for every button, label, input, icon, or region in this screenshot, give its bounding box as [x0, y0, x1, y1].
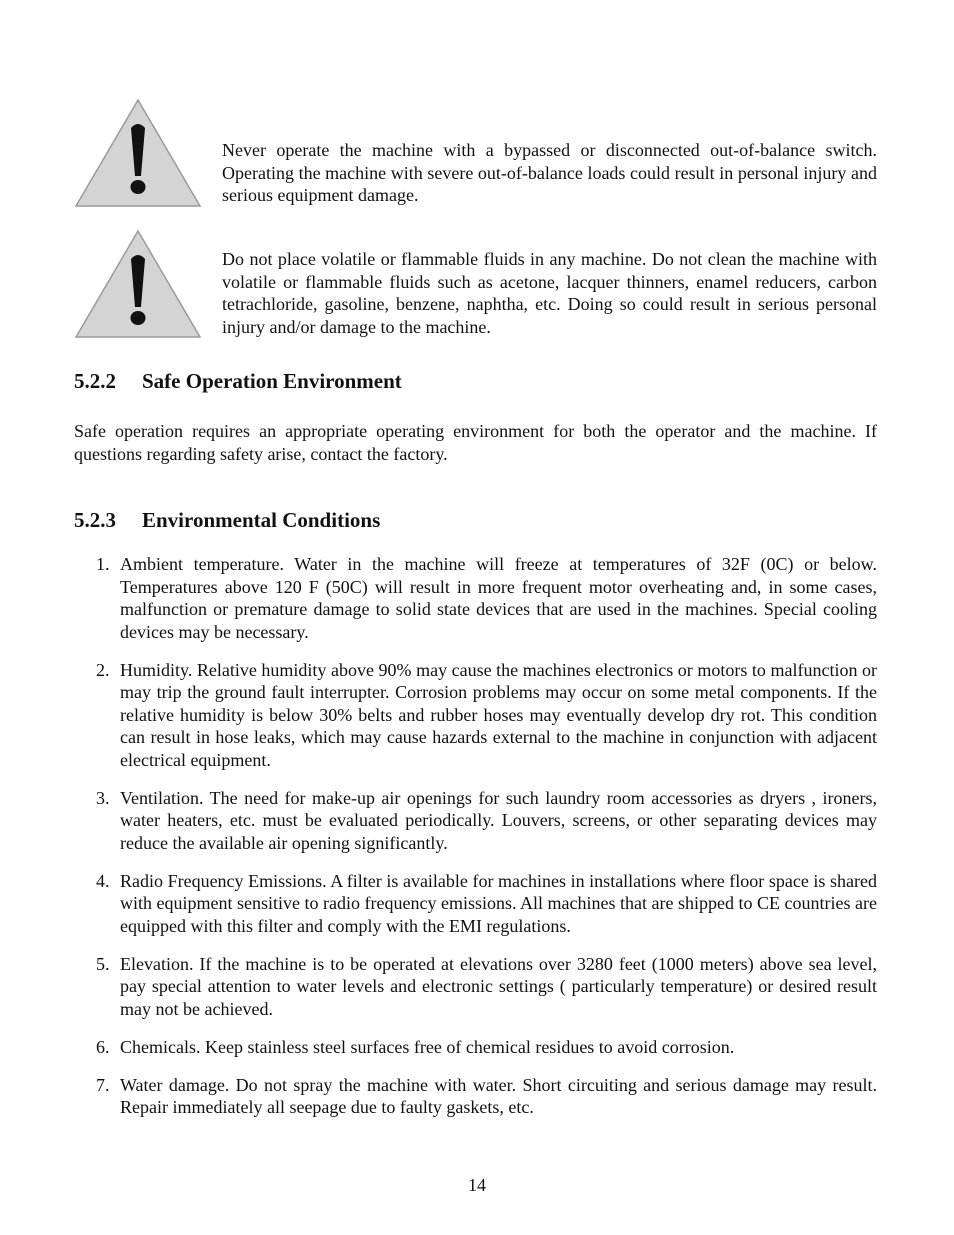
warning-exclamation-icon [74, 229, 202, 339]
list-item-text: Humidity. Relative humidity above 90% may cause the machines electronics or motors to malfunction or may trip the ground fault interrupter. Corrosion problems may occur on some metal components. If the relative humidity is below 30% belts and rubber hoses may eventually develop dry rot. This condition can result in hose leaks, which may cause hazards external to the machine in conjunction with adjacent electrical equipment. [120, 659, 877, 770]
list-item [74, 787, 877, 855]
list-item [74, 1036, 877, 1059]
list-item-text: Ventilation. The need for make-up air openings for such laundry room accessories as dryers , ironers, water heaters, etc. must be evaluated periodically. Louvers, screens, or other separating devices may reduce the available air opening significantly. [120, 787, 877, 853]
warning-text: Do not place volatile or flammable fluids in any machine. Do not clean the machine with volatile or flammable fluids such as acetone, lacquer thinners, enamel reducers, carbon tetrachloride, gasoline, benzene, naphtha, etc. Doing so could result in serious personal injury and/or damage to the machine. [222, 249, 877, 337]
list-item [74, 870, 877, 938]
list-item-text: Ambient temperature. Water in the machine will freeze at temperatures of 32F (0C) or below. Temperatures above 120 F (50C) will result in more frequent motor overheating and, in some cases, malfunction or premature damage to solid state devices that are used in the machines. Special cooling devices may be necessary. [120, 554, 877, 642]
warning-exclamation-icon [74, 98, 202, 208]
environmental-conditions-list [74, 553, 877, 1134]
list-item [74, 659, 877, 772]
section-number: 5.2.3 [74, 508, 116, 532]
list-item-text: Chemicals. Keep stainless steel surfaces free of chemical residues to avoid corrosion. [120, 1036, 735, 1057]
list-item-number: 4. [96, 870, 110, 891]
section-number: 5.2.2 [74, 369, 116, 393]
list-item-number: 1. [96, 554, 110, 574]
list-item-number: 3. [96, 787, 110, 808]
list-item-number: 7. [96, 1074, 110, 1095]
list-item-text: Elevation. If the machine is to be operated at elevations over 3280 feet (1000 meters) above sea level, pay special attention to water levels and electronic settings ( particularly temperature) or desired result may not be achieved. [120, 953, 877, 1019]
section-title: Safe Operation Environment [142, 369, 402, 393]
list-item [74, 1074, 877, 1119]
warning-text: Never operate the machine with a bypassed or disconnected out-of-balance switch. Operating the machine with severe out-of-balance loads could result in personal injury and serious equipment damage. [222, 140, 877, 205]
section-heading-environmental-conditions [74, 508, 380, 533]
list-item [74, 553, 877, 643]
list-item-text: Water damage. Do not spray the machine with water. Short circuiting and serious damage may result. Repair immediately all seepage due to faulty gaskets, etc. [120, 1074, 877, 1117]
list-item [74, 953, 877, 1021]
section-title: Environmental Conditions [142, 508, 381, 532]
list-item-number: 5. [96, 953, 110, 974]
list-item-number: 6. [96, 1036, 110, 1057]
list-item-number: 2. [96, 659, 110, 680]
section-body: Safe operation requires an appropriate operating environment for both the operator and the machine. If questions regarding safety arise, contact the factory. [74, 421, 877, 464]
list-item-text: Radio Frequency Emissions. A filter is available for machines in installations where floor space is shared with equipment sensitive to radio frequency emissions. All machines that are shipped to CE countries are equipped with this filter and comply with the EMI regulations. [120, 870, 877, 936]
page-number: 14 [468, 1175, 486, 1195]
section-heading-safe-operation-environment [74, 369, 402, 394]
